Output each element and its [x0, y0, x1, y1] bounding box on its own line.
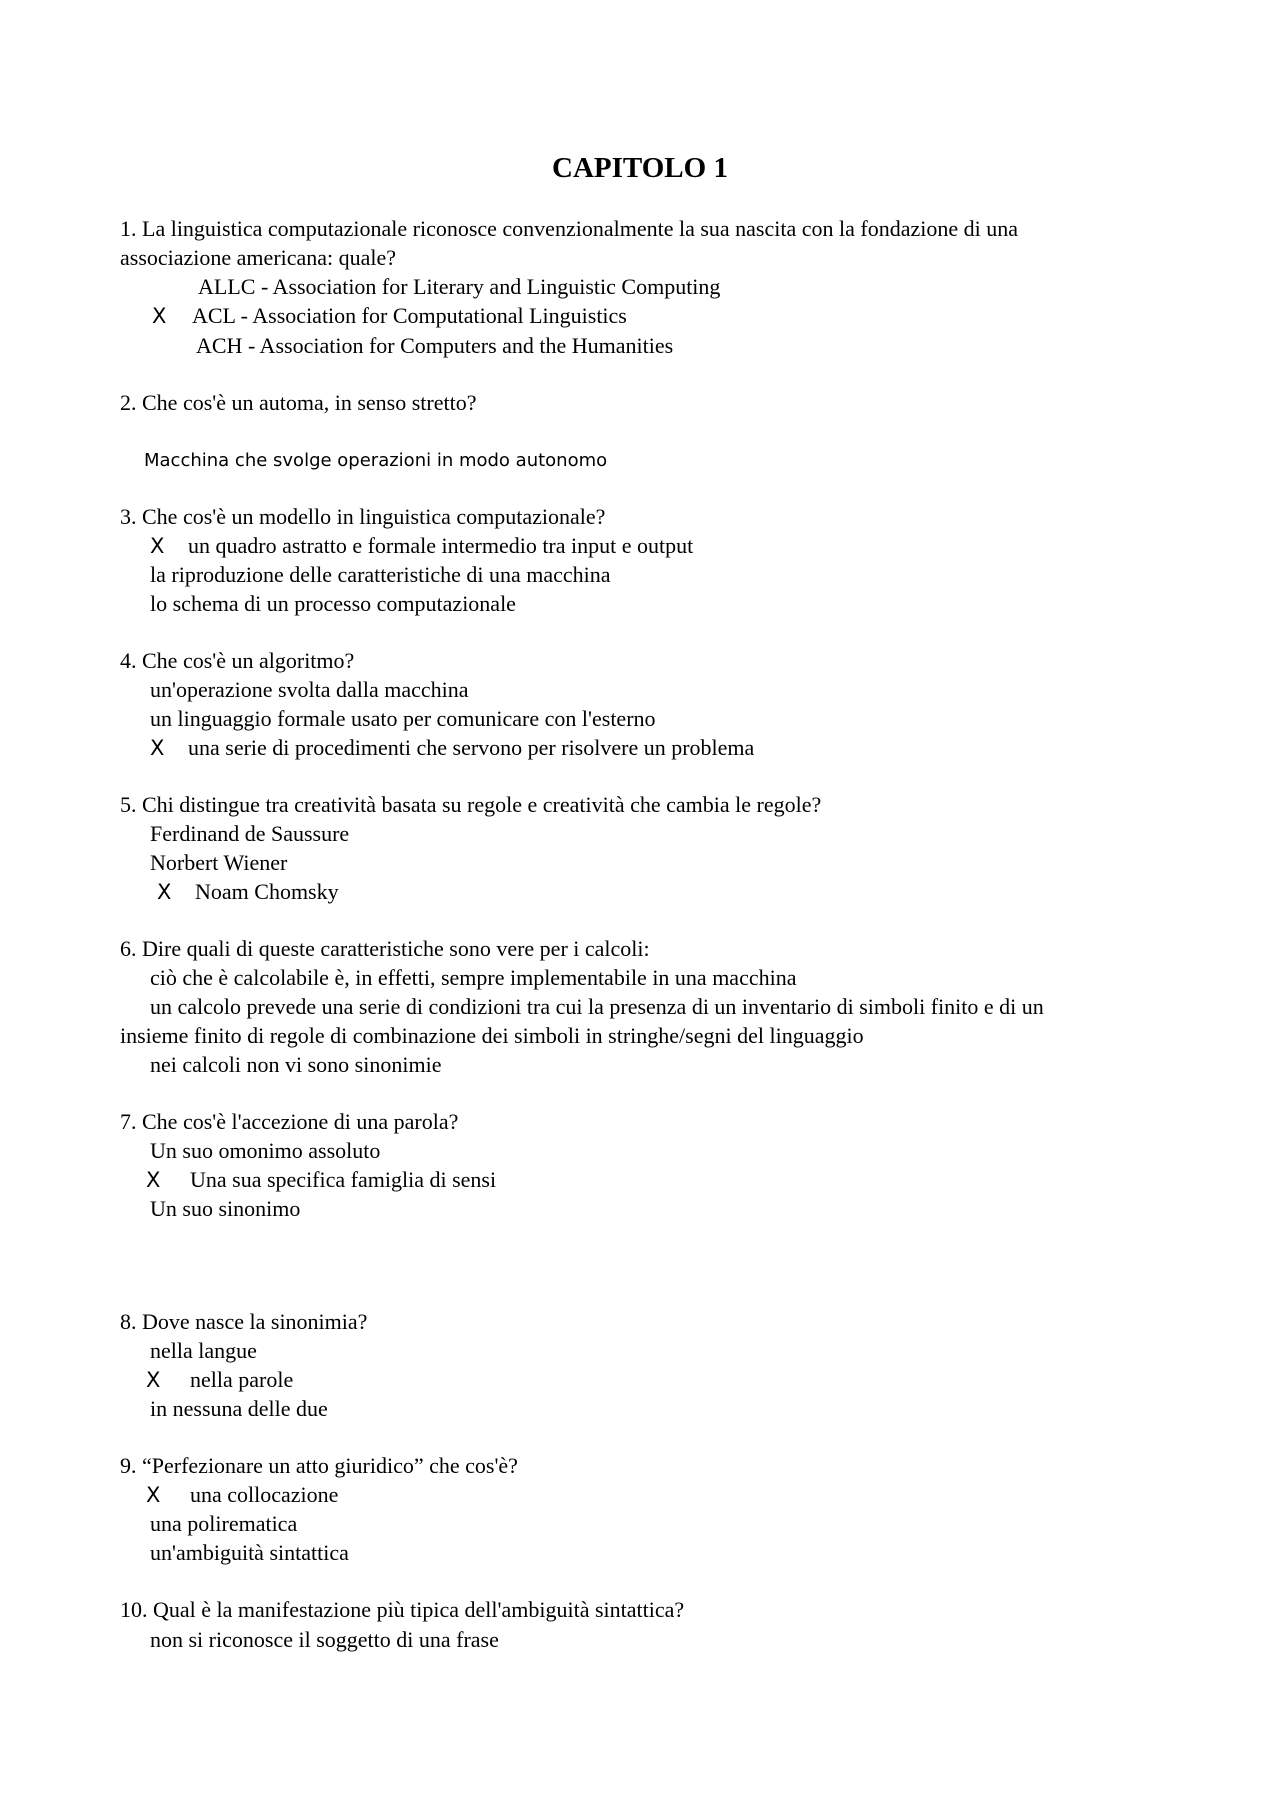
question-5-option-3: X Noam Chomsky — [157, 877, 339, 907]
question-4-option-2: un linguaggio formale usato per comunicare con l'esterno — [150, 706, 656, 731]
question-5: 5. Chi distingue tra creatività basata su regole e creatività che cambia le regole? — [120, 792, 822, 817]
question-3: 3. Che cos'è un modello in linguistica computazionale? — [120, 504, 606, 529]
question-7: 7. Che cos'è l'accezione di una parola? — [120, 1109, 459, 1134]
question-9: 9. “Perfezionare un atto giuridico” che cos'è? — [120, 1453, 518, 1478]
question-4-option-1: un'operazione svolta dalla macchina — [150, 677, 469, 702]
question-4-option-3: X una serie di procedimenti che servono per risolvere un problema — [150, 733, 754, 763]
question-7-option-1: Un suo omonimo assoluto — [150, 1138, 381, 1163]
question-8: 8. Dove nasce la sinonimia? — [120, 1309, 368, 1334]
question-5-option-2: Norbert Wiener — [150, 850, 288, 875]
answer-mark: X — [146, 1368, 161, 1392]
question-8-option-3: in nessuna delle due — [150, 1396, 328, 1421]
question-6-option-2: un calcolo prevede una serie di condizioni tra cui la presenza di un inventario di simboli finito e di un — [150, 994, 1044, 1019]
question-3-option-2: la riproduzione delle caratteristiche di una macchina — [150, 562, 611, 587]
page-title: CAPITOLO 1 — [552, 152, 728, 184]
answer-mark: X — [150, 534, 165, 558]
question-3-option-3: lo schema di un processo computazionale — [150, 591, 516, 616]
answer-mark: X — [146, 1483, 161, 1507]
question-6-option-1: ciò che è calcolabile è, in effetti, sempre implementabile in una macchina — [150, 965, 797, 990]
question-2: 2. Che cos'è un automa, in senso stretto? — [120, 390, 477, 415]
answer-mark: X — [157, 880, 172, 904]
question-4: 4. Che cos'è un algoritmo? — [120, 648, 355, 673]
question-1-option-3: ACH - Association for Computers and the Humanities — [196, 333, 674, 358]
answer-mark: X — [146, 1168, 161, 1192]
question-9-option-3: un'ambiguità sintattica — [150, 1540, 349, 1565]
question-2-answer: Macchina che svolge operazioni in modo autonomo — [144, 450, 608, 471]
question-6-option-3: nei calcoli non vi sono sinonimie — [150, 1052, 442, 1077]
question-6: 6. Dire quali di queste caratteristiche sono vere per i calcoli: — [120, 936, 650, 961]
question-10-option-1: non si riconosce il soggetto di una frase — [150, 1627, 499, 1652]
question-9-option-1: X una collocazione — [146, 1480, 338, 1510]
answer-mark: X — [150, 736, 165, 760]
question-7-option-3: Un suo sinonimo — [150, 1196, 301, 1221]
question-1-option-2: X ACL - Association for Computational Linguistics — [152, 301, 627, 331]
question-1-option-1: ALLC - Association for Literary and Linguistic Computing — [198, 274, 721, 299]
question-8-option-2: X nella parole — [146, 1365, 293, 1395]
answer-mark: X — [152, 304, 167, 328]
question-6-option-2-continued: insieme finito di regole di combinazione dei simboli in stringhe/segni del linguaggio — [120, 1023, 864, 1048]
question-5-option-1: Ferdinand de Saussure — [150, 821, 350, 846]
question-3-option-1: X un quadro astratto e formale intermedio tra input e output — [150, 531, 693, 561]
question-1: 1. La linguistica computazionale riconosce convenzionalmente la sua nascita con la fondazione di una associazione americana: quale? — [120, 216, 1018, 270]
question-10: 10. Qual è la manifestazione più tipica dell'ambiguità sintattica? — [120, 1597, 685, 1622]
question-8-option-1: nella langue — [150, 1338, 257, 1363]
question-7-option-2: X Una sua specifica famiglia di sensi — [146, 1165, 496, 1195]
question-9-option-2: una polirematica — [150, 1511, 298, 1536]
